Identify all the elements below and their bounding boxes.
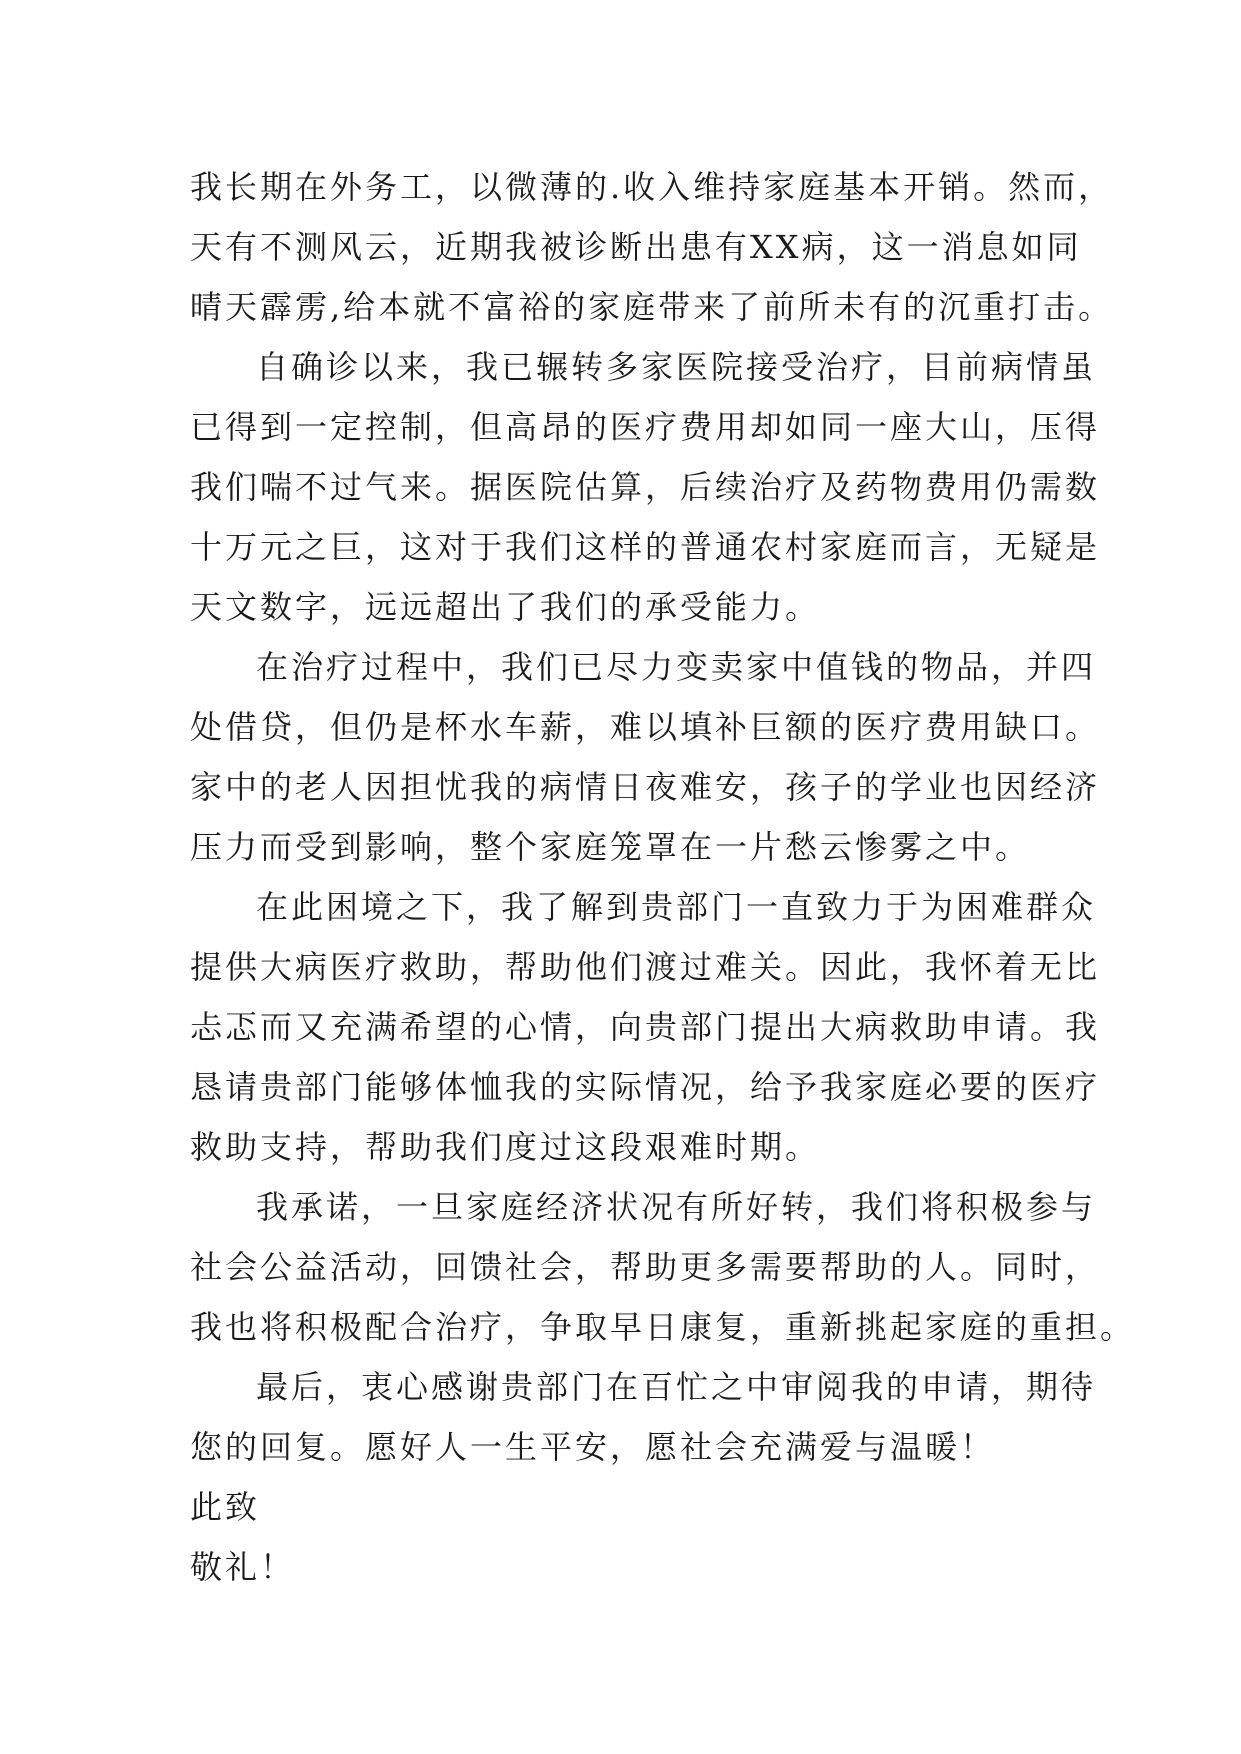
text-line: 此致 [190, 1488, 261, 1526]
text-line: 忐忑而又充满希望的心情，向贵部门提出大病救助申请。我 [190, 1008, 1101, 1046]
text-line: 天文数字，远远超出了我们的承受能力。 [190, 588, 821, 626]
text-line: 我们喘不过气来。据医院估算，后续治疗及药物费用仍需数 [190, 468, 1101, 506]
text-line: 提供大病医疗救助，帮助他们渡过难关。因此，我怀着无比 [190, 948, 1101, 986]
text-line: 救助支持，帮助我们度过这段艰难时期。 [190, 1128, 821, 1166]
text-line: 已得到一定控制，但高昂的医疗费用却如同一座大山，压得 [190, 408, 1101, 446]
text-line: 十万元之巨，这对于我们这样的普通农村家庭而言，无疑是 [190, 528, 1101, 566]
text-line: 晴天霹雳,给本就不富裕的家庭带来了前所未有的沉重打击。 [190, 288, 1114, 326]
text-line: 压力而受到影响，整个家庭笼罩在一片愁云惨雾之中。 [190, 828, 1031, 866]
text-line: 我承诺，一旦家庭经济状况有所好转，我们将积极参与 [256, 1188, 1097, 1226]
text-line: 天有不测风云，近期我被诊断出患有XX病，这一消息如同 [190, 228, 1082, 266]
text-line: 社会公益活动，回馈社会，帮助更多需要帮助的人。同时， [190, 1248, 1101, 1286]
text-line: 处借贷，但仍是杯水车薪，难以填补巨额的医疗费用缺口。 [190, 708, 1101, 746]
text-line: 在治疗过程中，我们已尽力变卖家中值钱的物品，并四 [256, 648, 1097, 686]
text-line: 我也将积极配合治疗，争取早日康复，重新挑起家庭的重担。 [190, 1308, 1136, 1346]
text-line: 敬礼！ [190, 1548, 296, 1586]
text-line: 您的回复。愿好人一生平安，愿社会充满爱与温暖！ [190, 1428, 996, 1466]
text-line: 最后，衷心感谢贵部门在百忙之中审阅我的申请，期待 [256, 1368, 1097, 1406]
text-line: 我长期在外务工，以微薄的.收入维持家庭基本开销。然而， [190, 168, 1114, 206]
letter-body [190, 157, 1136, 1597]
text-line: 家中的老人因担忧我的病情日夜难安，孩子的学业也因经济 [190, 768, 1101, 806]
text-line: 恳请贵部门能够体恤我的实际情况，给予我家庭必要的医疗 [190, 1068, 1101, 1106]
text-line: 在此困境之下，我了解到贵部门一直致力于为困难群众 [256, 888, 1097, 926]
text-line: 自确诊以来，我已辗转多家医院接受治疗，目前病情虽 [256, 348, 1097, 386]
